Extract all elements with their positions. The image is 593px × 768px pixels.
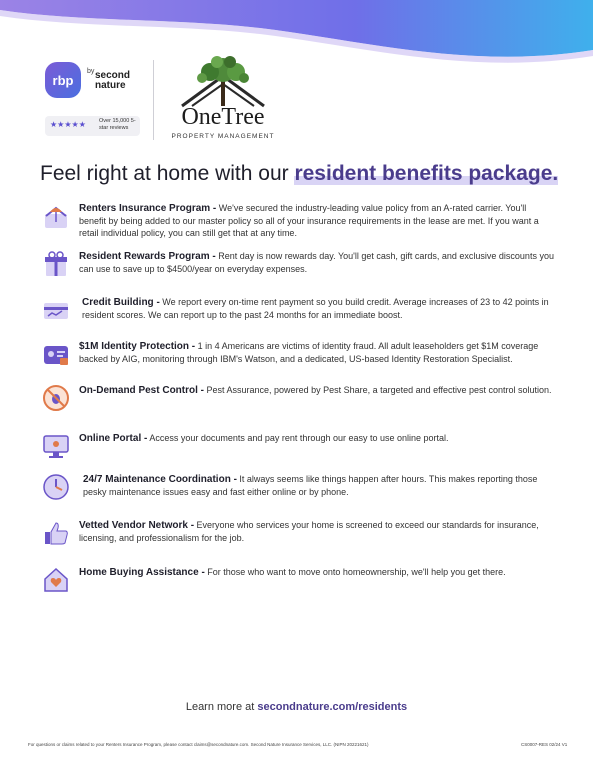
benefit-title: Resident Rewards Program - [79,251,216,262]
star-rating: ★★★★★ [50,120,86,129]
credit-card-icon [42,296,70,324]
benefit-title: Credit Building - [82,297,160,308]
benefit-title: Vetted Vendor Network - [79,520,195,531]
footer-code: CS0007-RES 02/24 V1 [521,742,568,747]
rbp-by-text: by [87,68,95,75]
rbp-badge: rbp [45,62,81,98]
headline-lead: Feel right at home with our [40,162,295,185]
page-headline [40,162,558,186]
thumbs-up-icon [42,519,70,547]
monitor-icon [42,432,70,460]
learn-more [0,701,593,713]
benefit-title: 24/7 Maintenance Coordination - [83,474,237,485]
benefit-desc: 1 in 4 Americans are victims of identity fraud. All adult leaseholders get $1M coverage backed by AIG, monitoring through IBM's Watson, and a dedicated, US-based Identity Restoration Specialist. [79,341,539,364]
id-lock-icon [42,340,70,368]
onetree-subtitle: PROPERTY MANAGEMENT [171,133,275,140]
benefit-desc: Pest Assurance, powered by Pest Share, a targeted and effective pest control solution. [204,385,552,395]
benefit-desc: For those who want to move onto homeownership, we'll help you get there. [204,567,506,577]
clock-icon [42,473,70,501]
benefit-desc: We report every on-time rent payment so you build credit. Average increases of 23 to 42 points in resident scores. We can report up to the past 24 months for an immediate boost. [82,297,549,320]
tree-house-icon [162,56,284,108]
headline-highlight: resident benefits package. [294,162,559,185]
benefit-title: Home Buying Assistance - [79,567,205,578]
logo-divider [153,60,154,140]
benefit-title: $1M Identity Protection - [79,341,196,352]
onetree-title: OneTree [181,104,265,130]
umbrella-house-icon [42,202,70,230]
reviews-badge [45,116,140,136]
learn-more-link[interactable]: secondnature.com/residents [257,701,408,713]
onetree-logo [162,56,284,140]
benefit-desc: Access your documents and pay rent through our easy to use online portal. [147,433,449,443]
footer-disclaimer: For questions or claims related to your Renters Insurance Program, please contact claims@secondnature.com. Second Nature Insurance Services, LLC. (NIPN 20221621) [28,742,369,747]
benefit-title: Online Portal - [79,433,148,444]
benefit-desc: We've secured the industry-leading value policy from an A-rated carrier. You'll benefit by being added to our master policy so all of your insurance requirements in the lease are met. If you want a retail individual policy, you can still get that at any time. [79,203,539,238]
benefit-title: On-Demand Pest Control - [79,385,205,396]
second-nature-logo-text: second nature [95,70,131,91]
benefit-desc: It always seems like things happen after hours. This makes reporting those pesky maintenance issues easy and fast either online or by phone. [83,474,538,497]
gift-icon [42,250,70,278]
reviews-text: Over 15,000 5-star reviews [99,118,136,131]
rbp-logo [45,62,143,98]
house-heart-icon [42,566,70,594]
benefit-title: Renters Insurance Program - [79,203,217,214]
benefit-desc: Rent day is now rewards day. You'll get cash, gift cards, and exclusive discounts you can use to save up to $4500/year on everyday expenses. [79,251,554,274]
learn-more-lead: Learn more at [185,701,258,713]
no-bug-icon [42,384,70,412]
benefit-desc: Everyone who services your home is screened to exceed our standards for insurance, licensing, and professionalism for the job. [79,520,539,543]
